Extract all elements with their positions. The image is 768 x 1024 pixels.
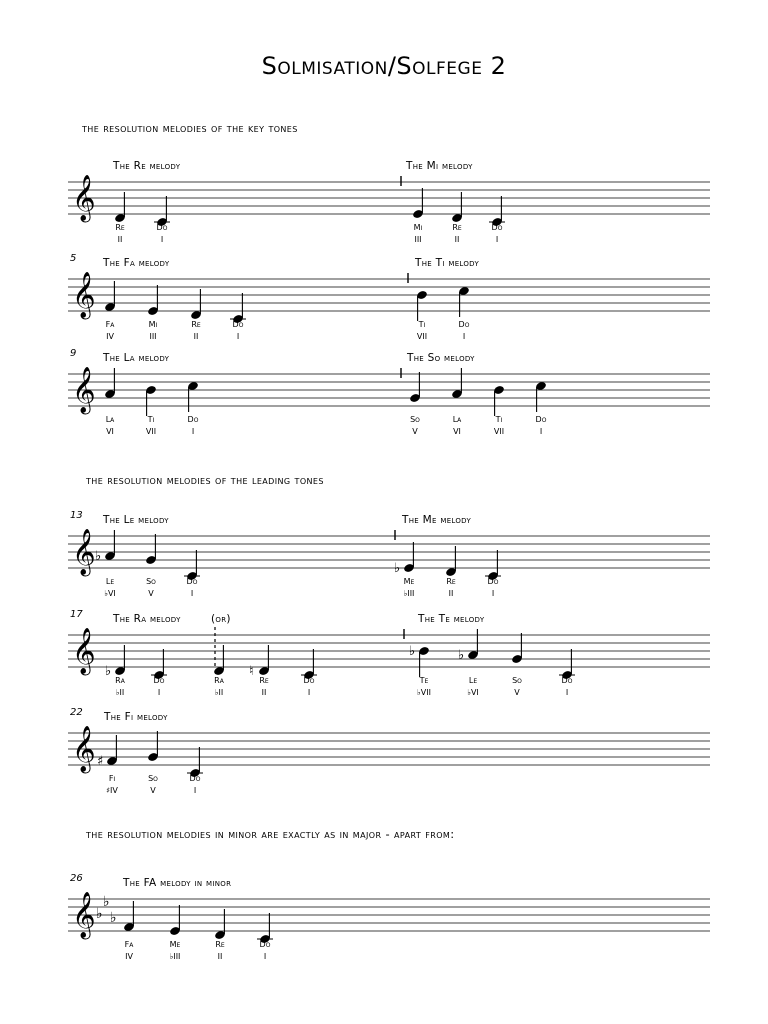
scale-degree: I [263, 952, 267, 961]
scale-degree: I [462, 332, 466, 341]
melody-title: The Te melody [418, 613, 485, 625]
solfege-syllable: Do [303, 676, 315, 685]
solfege-syllable: Do [156, 223, 168, 232]
scale-degree: VII [416, 332, 428, 341]
key-signature-flat-icon: ♭ [103, 894, 110, 910]
scale-degree: IV [106, 332, 114, 341]
solfege-syllable: Mi [148, 320, 158, 329]
scale-degree: VII [493, 427, 505, 436]
scale-degree: II [454, 235, 460, 244]
treble-clef-icon: 𝄞 [72, 529, 96, 575]
solfege-syllable: Re [446, 577, 456, 586]
solfege-syllable: Ti [495, 415, 503, 424]
staff-system [68, 175, 710, 227]
scale-degree: I [565, 688, 569, 697]
treble-clef-icon: 𝄞 [72, 892, 96, 938]
solfege-syllable: Re [191, 320, 201, 329]
staff-system [68, 367, 710, 416]
melody-title: The Re melody [113, 160, 181, 172]
accidental-icon: ♭ [95, 549, 102, 564]
scale-degree: ♭III [169, 952, 181, 961]
solfege-syllable: So [146, 577, 156, 586]
solfege-syllable: Fa [105, 320, 115, 329]
scale-degree: III [149, 332, 157, 341]
scale-degree: II [261, 688, 267, 697]
scale-degree: I [160, 235, 164, 244]
scale-degree: I [491, 589, 495, 598]
scale-degree: II [117, 235, 123, 244]
scale-degree: I [539, 427, 543, 436]
accidental-icon: ♭ [409, 644, 416, 659]
alternative-label: (or) [211, 613, 231, 625]
measure-number: 9 [70, 348, 77, 359]
scale-degree: IV [125, 952, 133, 961]
staff-system [68, 892, 710, 944]
scale-degree: V [514, 688, 520, 697]
solfege-syllable: Fi [108, 774, 116, 783]
solfege-syllable: So [410, 415, 420, 424]
solfege-syllable: Me [403, 577, 415, 586]
section-heading-leading-tones: the resolution melodies of the leading tones [86, 473, 324, 487]
solfege-syllable: Ra [115, 676, 125, 685]
solfege-syllable: Do [458, 320, 470, 329]
measure-number: 26 [70, 873, 83, 884]
scale-degree: VI [453, 427, 461, 436]
scale-degree: I [190, 589, 194, 598]
scale-degree: I [236, 332, 240, 341]
scale-degree: II [193, 332, 199, 341]
scale-degree: ♭VII [417, 688, 431, 697]
scale-degree: III [414, 235, 422, 244]
solfege-syllable: Re [259, 676, 269, 685]
treble-clef-icon: 𝄞 [72, 628, 96, 674]
section-heading-key-tones: the resolution melodies of the key tones [82, 121, 298, 135]
page-title: Solmisation/Solfege 2 [261, 52, 507, 80]
solfege-syllable: Re [115, 223, 125, 232]
scale-degree: I [193, 786, 197, 795]
melody-title: The Fa melody [103, 257, 170, 269]
staff-system [68, 272, 710, 324]
accidental-icon: ♭ [394, 561, 401, 576]
scale-degree: ♭II [115, 688, 125, 697]
solfege-syllable: La [452, 415, 462, 424]
scale-degree: I [191, 427, 195, 436]
scale-degree: I [495, 235, 499, 244]
solfege-syllable: Do [561, 676, 573, 685]
accidental-icon: ♮ [249, 664, 254, 679]
staff-system [68, 726, 710, 778]
accidental-icon: ♭ [458, 648, 465, 663]
section-heading-minor: the resolution melodies in minor are exactly as in major - apart from: [86, 827, 455, 841]
solfege-syllable: Do [187, 415, 199, 424]
solfege-syllable: Do [491, 223, 503, 232]
key-signature-flat-icon: ♭ [96, 906, 103, 922]
melody-title: The Fi melody [104, 711, 168, 723]
measure-number: 17 [70, 609, 83, 620]
measure-number: 22 [70, 707, 83, 718]
solfege-syllable: La [105, 415, 115, 424]
measure-number: 5 [70, 253, 77, 264]
scale-degree: VII [145, 427, 157, 436]
solfege-syllable: Do [487, 577, 499, 586]
scale-degree: V [150, 786, 156, 795]
solfege-syllable: Ra [214, 676, 224, 685]
melody-title: The Me melody [402, 514, 472, 526]
scale-degree: I [307, 688, 311, 697]
solfege-syllable: Do [189, 774, 201, 783]
scale-degree: ♭II [214, 688, 224, 697]
scale-degree: I [157, 688, 161, 697]
solfege-syllable: Re [452, 223, 462, 232]
solfege-syllable: Te [419, 676, 429, 685]
melody-title: The Ra melody [113, 613, 181, 625]
scale-degree: ♭VI [104, 589, 116, 598]
solfege-syllable: Fa [124, 940, 134, 949]
treble-clef-icon: 𝄞 [72, 367, 96, 413]
scale-degree: VI [106, 427, 114, 436]
solfege-syllable: Ti [418, 320, 426, 329]
solfege-syllable: Do [153, 676, 165, 685]
scale-degree: II [217, 952, 223, 961]
treble-clef-icon: 𝄞 [72, 726, 96, 772]
treble-clef-icon: 𝄞 [72, 272, 96, 318]
melody-title: The Ti melody [415, 257, 480, 269]
solfege-syllable: Do [232, 320, 244, 329]
scale-degree: V [148, 589, 154, 598]
melody-title: The So melody [407, 352, 475, 364]
solfege-syllable: So [148, 774, 158, 783]
scale-degree: II [448, 589, 454, 598]
accidental-icon: ♭ [105, 664, 112, 679]
scale-degree: ♭III [403, 589, 415, 598]
solfege-syllable: Do [535, 415, 547, 424]
solfege-syllable: Re [215, 940, 225, 949]
solfege-syllable: Do [259, 940, 271, 949]
scale-degree: ♭VI [467, 688, 479, 697]
melody-title: The La melody [103, 352, 170, 364]
solfege-syllable: Le [468, 676, 478, 685]
melody-title: The Mi melody [406, 160, 473, 172]
measure-number: 13 [70, 510, 83, 521]
solfege-syllable: Mi [413, 223, 423, 232]
scale-degree: ♯IV [106, 786, 118, 795]
key-signature-flat-icon: ♭ [110, 910, 117, 926]
scale-degree: V [412, 427, 418, 436]
solfege-syllable: Ti [147, 415, 155, 424]
solfege-syllable: So [512, 676, 522, 685]
melody-title: The FA melody in minor [123, 877, 232, 889]
staff-system [68, 529, 710, 581]
solfege-syllable: Me [169, 940, 181, 949]
staff-system [68, 627, 710, 680]
treble-clef-icon: 𝄞 [72, 175, 96, 221]
accidental-icon: ♯ [97, 754, 104, 769]
melody-title: The Le melody [103, 514, 169, 526]
solfege-syllable: Do [186, 577, 198, 586]
solfege-syllable: Le [105, 577, 115, 586]
